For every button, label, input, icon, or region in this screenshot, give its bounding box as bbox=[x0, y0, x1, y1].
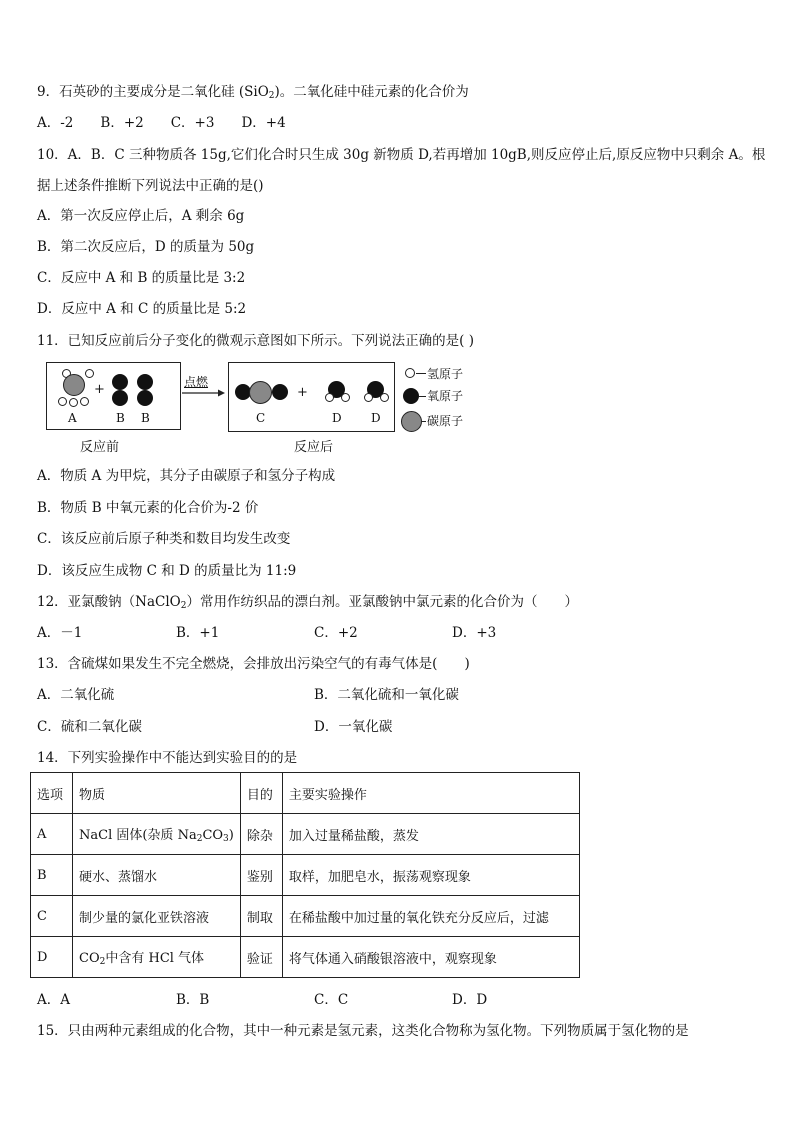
label-a: A bbox=[68, 411, 77, 425]
q10-stem-line2: 据上述条件推断下列说法中正确的是() bbox=[37, 178, 264, 194]
cell-operation: 取样，加肥皂水，振荡观察现象 bbox=[282, 855, 579, 896]
q15-stem: 15．只由两种元素组成的化合物，其中一种元素是氢元素，这类化合物称为氢化物。下列物质属于氢化物的是 bbox=[37, 1023, 689, 1039]
legend-carbon-label: 碳原子 bbox=[427, 414, 464, 428]
q14-option-d: D．D bbox=[452, 992, 488, 1008]
legend-dash bbox=[416, 373, 426, 374]
table-row bbox=[31, 896, 580, 937]
cell-purpose: 制取 bbox=[240, 896, 282, 937]
q11-stem: 11．已知反应前后分子变化的微观示意图如下所示。下列说法正确的是( ) bbox=[37, 333, 475, 349]
header-operation: 主要实验操作 bbox=[282, 773, 579, 814]
legend-dash bbox=[419, 396, 426, 397]
oxygen-atom bbox=[137, 390, 153, 406]
header-option: 选项 bbox=[31, 773, 73, 814]
cell-purpose: 鉴别 bbox=[240, 855, 282, 896]
cell-operation: 加入过量稀盐酸，蒸发 bbox=[282, 814, 579, 855]
header-purpose: 目的 bbox=[240, 773, 282, 814]
q11-option-a: A．物质 A 为甲烷，其分子由碳原子和氢分子构成 bbox=[37, 468, 336, 484]
q11-option-c: C．该反应前后原子种类和数目均发生改变 bbox=[37, 531, 291, 547]
caption-after: 反应后 bbox=[294, 440, 334, 455]
plus-sign: + bbox=[94, 382, 105, 397]
q13-stem: 13．含硫煤如果发生不完全燃烧，会排放出污染空气的有毒气体是( ) bbox=[37, 656, 470, 672]
cell-substance: 制少量的氯化亚铁溶液 bbox=[73, 896, 241, 937]
q11-option-d: D．该反应生成物 C 和 D 的质量比为 11:9 bbox=[37, 563, 297, 579]
legend-hydrogen-icon bbox=[405, 368, 415, 378]
legend-oxygen-label: 氧原子 bbox=[427, 389, 464, 403]
q13-option-a: A．二氧化硫 bbox=[37, 687, 115, 703]
hydrogen-atom bbox=[80, 397, 89, 406]
q13-option-c: C．硫和二氧化碳 bbox=[37, 719, 142, 735]
legend-oxygen-icon bbox=[403, 388, 419, 404]
header-substance: 物质 bbox=[73, 773, 241, 814]
legend-hydrogen-label: 氢原子 bbox=[427, 367, 464, 381]
q10-stem-line1: 10．A．B．C 三种物质各 15g,它们化合时只生成 30g 新物质 D,若再增加 10gB,则反应停止后,原反应物中只剩余 A。根 bbox=[37, 147, 766, 163]
hydrogen-atom bbox=[364, 393, 373, 402]
label-b: B bbox=[116, 411, 125, 425]
q14-stem: 14．下列实验操作中不能达到实验目的的是 bbox=[37, 750, 298, 766]
q12-option-c: C．+2 bbox=[314, 625, 358, 641]
ignite-label: 点燃 bbox=[184, 375, 209, 389]
q14-option-a: A．A bbox=[37, 992, 70, 1008]
cell-option: D bbox=[31, 937, 73, 978]
q12-option-d: D．+3 bbox=[452, 625, 497, 641]
label-c: C bbox=[256, 411, 266, 425]
oxygen-atom bbox=[112, 374, 128, 390]
hydrogen-atom bbox=[69, 398, 78, 407]
cell-option: C bbox=[31, 896, 73, 937]
q12-option-a: A．－1 bbox=[37, 625, 83, 641]
table-header-row bbox=[31, 773, 580, 814]
q10-option-a: A．第一次反应停止后，A 剩余 6g bbox=[37, 208, 245, 224]
hydrogen-atom bbox=[341, 393, 350, 402]
cell-substance: $CO_2$中含有 HCl 气体 bbox=[73, 937, 241, 978]
cell-purpose: 验证 bbox=[240, 937, 282, 978]
legend-dash bbox=[422, 421, 426, 422]
cell-substance: NaCl 固体(杂质 $Na_2CO_3$) bbox=[73, 814, 241, 855]
oxygen-atom bbox=[112, 390, 128, 406]
q12-stem: 12．亚氯酸钠（NaClO$_2$）常用作纺织品的漂白剂。亚氯酸钠中氯元素的化合价为（ ） bbox=[37, 594, 578, 611]
q13-option-d: D．一氧化碳 bbox=[314, 719, 393, 735]
carbon-atom bbox=[249, 381, 272, 404]
label-d: D bbox=[332, 411, 342, 425]
reaction-arrow-icon bbox=[181, 388, 227, 398]
cell-option: A bbox=[31, 814, 73, 855]
table-row bbox=[31, 814, 580, 855]
oxygen-atom bbox=[137, 374, 153, 390]
hydrogen-atom bbox=[325, 393, 334, 402]
table-row bbox=[31, 937, 580, 978]
carbon-atom bbox=[63, 374, 85, 396]
q14-option-c: C．C bbox=[314, 992, 349, 1008]
cell-option: B bbox=[31, 855, 73, 896]
plus-sign: + bbox=[297, 385, 308, 400]
q12-option-b: B．+1 bbox=[176, 625, 220, 641]
q9-stem: 9．石英砂的主要成分是二氧化硅 (SiO$_2$)。二氧化硅中硅元素的化合价为 bbox=[37, 84, 469, 101]
label-d: D bbox=[371, 411, 381, 425]
table-row bbox=[31, 855, 580, 896]
cell-operation: 在稀盐酸中加过量的氧化铁充分反应后，过滤 bbox=[282, 896, 579, 937]
hydrogen-atom bbox=[58, 397, 67, 406]
q9-options: A．-2 B．+2 C．+3 D．+4 bbox=[37, 115, 286, 131]
hydrogen-atom bbox=[85, 369, 94, 378]
cell-purpose: 除杂 bbox=[240, 814, 282, 855]
q13-option-b: B．二氧化硫和一氧化碳 bbox=[314, 687, 459, 703]
oxygen-atom bbox=[272, 384, 288, 400]
q14-option-b: B．B bbox=[176, 992, 210, 1008]
hydrogen-atom bbox=[380, 393, 389, 402]
q11-option-b: B．物质 B 中氧元素的化合价为-2 价 bbox=[37, 500, 259, 516]
experiment-table bbox=[30, 772, 580, 978]
cell-operation: 将气体通入硝酸银溶液中，观察现象 bbox=[282, 937, 579, 978]
q10-option-c: C．反应中 A 和 B 的质量比是 3:2 bbox=[37, 270, 246, 286]
label-b: B bbox=[141, 411, 150, 425]
legend-carbon-icon bbox=[401, 411, 422, 432]
q10-option-d: D．反应中 A 和 C 的质量比是 5:2 bbox=[37, 301, 247, 317]
q10-option-b: B．第二次反应后，D 的质量为 50g bbox=[37, 239, 255, 255]
caption-before: 反应前 bbox=[80, 440, 120, 455]
cell-substance: 硬水、蒸馏水 bbox=[73, 855, 241, 896]
